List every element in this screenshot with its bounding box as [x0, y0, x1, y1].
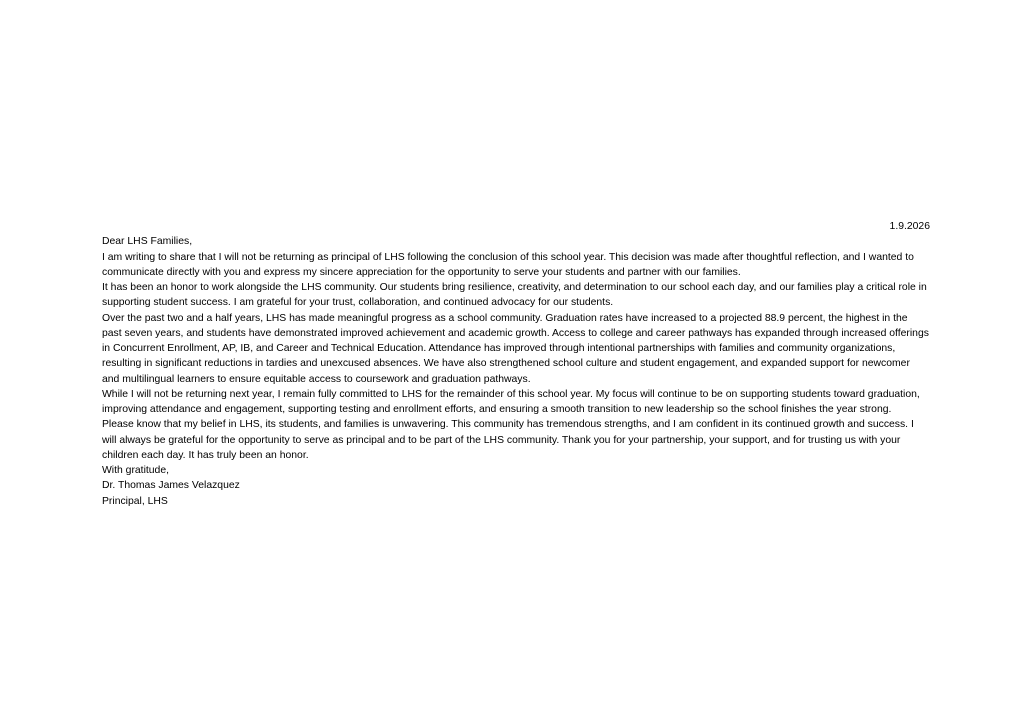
signer-name: Dr. Thomas James Velazquez	[102, 480, 240, 492]
paragraph-2: It has been an honor to work alongside the LHS community. Our students bring resilience, creativity, and determination to our school each day, and our families play a critical role in supporting student success. I am grateful for your trust, collaboration, and continued advocacy for our students.	[102, 282, 927, 309]
paragraph-3: Over the past two and a half years, LHS has made meaningful progress as a school community. Graduation rates have increased to a projected 88.9 percent, the highest in the past seven years, and students have demonstrated improved achievement and academic growth. Access to college and career pathways has expanded through increased offerings in Concurrent Enrollment, AP, IB, and Career and Technical Education. Attendance has improved through intentional partnerships with families and community organizations, resulting in significant reductions in tardies and unexcused absences. We have also strengthened school culture and student engagement, and expanded support for newcomer and multilingual learners to ensure equitable access to coursework and graduation pathways.	[102, 312, 929, 385]
paragraph-4: While I will not be returning next year, I remain fully committed to LHS for the remainder of this school year. My focus will continue to be on supporting students toward graduation, improving attendance and engagement, supporting testing and enrollment efforts, and ensuring a smooth transition to new leadership so the school finishes the year strong.	[102, 388, 920, 415]
paragraph-5: Please know that my belief in LHS, its students, and families is unwavering. This community has tremendous strengths, and I am confident in its continued growth and success. I will always be grateful for the opportunity to serve as principal and to be part of the LHS community. Thank you for your partnership, your support, and for trusting us with your children each day. It has truly been an honor.	[102, 419, 914, 461]
paragraph-1: I am writing to share that I will not be returning as principal of LHS following the conclusion of this school year. This decision was made after thoughtful reflection, and I wanted to communicate directly with you and express my sincere appreciation for the opportunity to serve your students and partner with our families.	[102, 251, 914, 278]
letter-body	[102, 219, 930, 509]
letter-date: 1.9.2026	[889, 221, 930, 232]
signer-title: Principal, LHS	[102, 495, 168, 507]
salutation: Dear LHS Families,	[102, 236, 193, 248]
closing: With gratitude,	[102, 465, 169, 476]
